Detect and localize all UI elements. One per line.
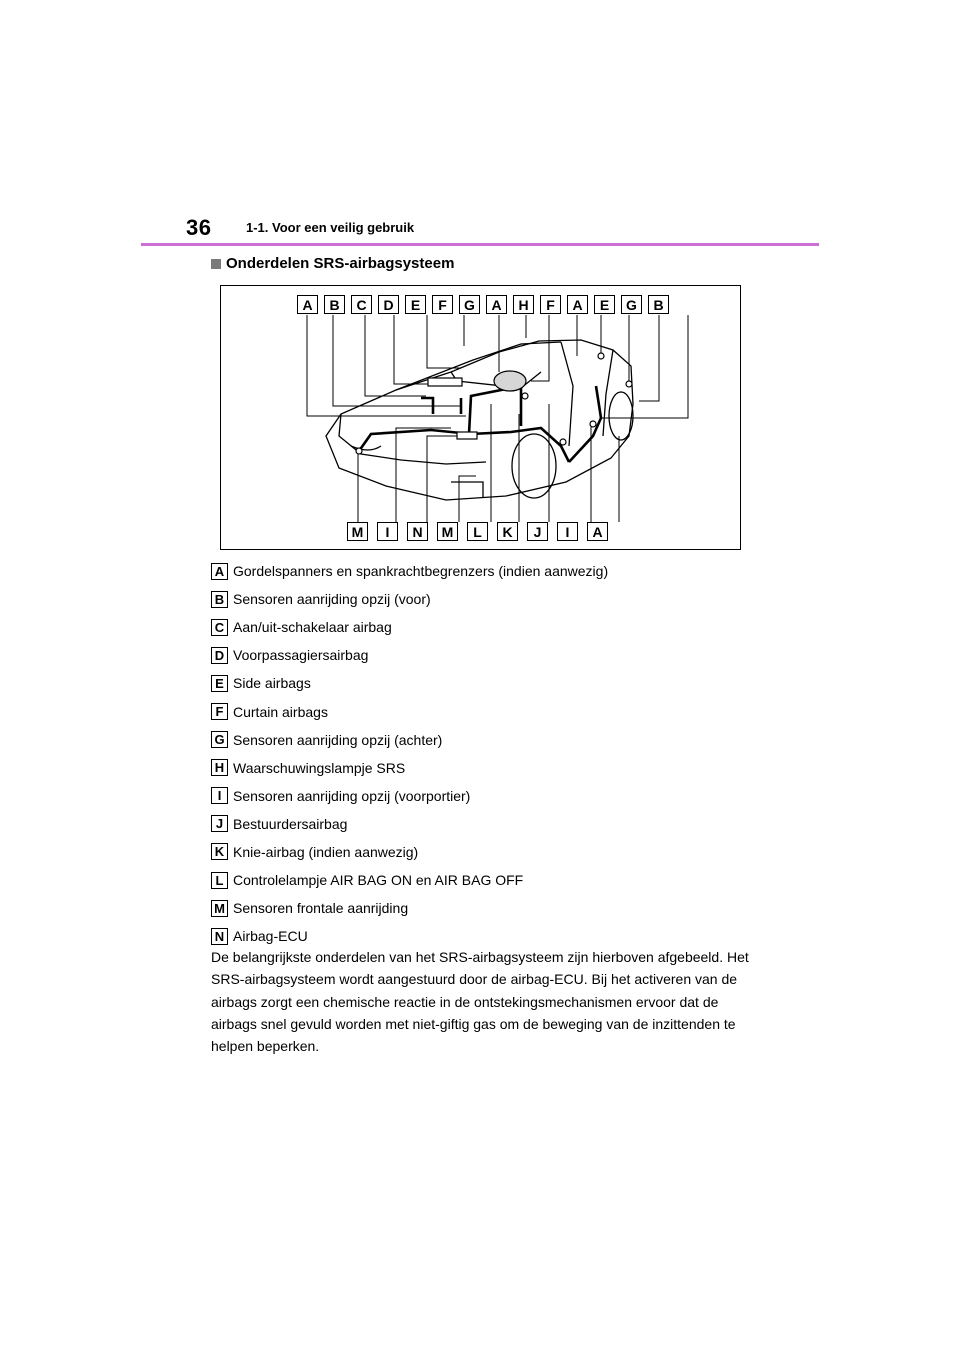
- airbag-system-diagram: [220, 285, 741, 550]
- legend-text: Side airbags: [233, 675, 311, 692]
- legend-key: D: [211, 647, 228, 664]
- legend-key: M: [211, 900, 228, 917]
- callout-label: A: [567, 295, 588, 314]
- legend-key: I: [211, 787, 228, 804]
- description-paragraph: De belangrijkste onderdelen van het SRS-airbagsysteem zijn hierboven afgebeeld. Het SRS-airbagsysteem wordt aangestuurd door de airbag-ECU. Bij het activeren van de airbags zorgt een chemische reactie in de ontstekingsmechanismen ervoor dat de airbags snel gevuld worden met niet-giftig gas om de beweging van de inzittenden te helpen beperken.: [211, 949, 749, 1055]
- legend-text: Waarschuwingslampje SRS: [233, 759, 406, 776]
- legend-text: Gordelspanners en spankrachtbegrenzers (indien aanwezig): [233, 563, 609, 580]
- callout-label: D: [378, 295, 399, 314]
- legend-key: F: [211, 703, 228, 720]
- bottom-leader-lines: [358, 404, 619, 522]
- legend-text: Aan/uit-schakelaar airbag: [233, 619, 392, 636]
- legend-text: Sensoren frontale aanrijding: [233, 900, 409, 917]
- square-bullet-icon: [211, 259, 221, 269]
- legend-key: L: [211, 872, 228, 889]
- callout-label: B: [648, 295, 669, 314]
- callout-label: M: [437, 522, 458, 541]
- callout-label: G: [621, 295, 642, 314]
- component-legend: [211, 557, 771, 950]
- top-callout-row: [297, 295, 669, 314]
- callout-label: I: [377, 522, 398, 541]
- callout-label: E: [405, 295, 426, 314]
- legend-key: E: [211, 675, 228, 692]
- legend-item: [211, 641, 771, 669]
- legend-key: K: [211, 843, 228, 860]
- legend-text: Sensoren aanrijding opzij (achter): [233, 731, 443, 748]
- callout-label: B: [324, 295, 345, 314]
- legend-item: [211, 669, 771, 697]
- legend-item: [211, 866, 771, 894]
- section-title-text: Onderdelen SRS-airbagsysteem: [226, 255, 455, 272]
- legend-item: [211, 585, 771, 613]
- legend-item: [211, 726, 771, 754]
- legend-text: Controlelampje AIR BAG ON en AIR BAG OFF: [233, 872, 524, 889]
- legend-item: [211, 557, 771, 585]
- callout-label: E: [594, 295, 615, 314]
- bottom-callout-row: [347, 522, 608, 541]
- legend-text: Airbag-ECU: [233, 928, 308, 945]
- legend-text: Knie-airbag (indien aanwezig): [233, 843, 419, 860]
- legend-key: G: [211, 731, 228, 748]
- legend-text: Sensoren aanrijding opzij (voor): [233, 591, 431, 608]
- legend-key: J: [211, 815, 228, 832]
- legend-key: B: [211, 591, 228, 608]
- callout-label: J: [527, 522, 548, 541]
- legend-text: Curtain airbags: [233, 703, 328, 720]
- legend-key: H: [211, 759, 228, 776]
- callout-label: N: [407, 522, 428, 541]
- legend-item: [211, 613, 771, 641]
- legend-item: [211, 754, 771, 782]
- legend-item: [211, 838, 771, 866]
- running-header: 1-1. Voor een veilig gebruik: [246, 220, 415, 235]
- legend-item: [211, 810, 771, 838]
- callout-label: F: [540, 295, 561, 314]
- legend-key: A: [211, 563, 228, 580]
- legend-item: [211, 697, 771, 725]
- callout-label: A: [587, 522, 608, 541]
- legend-text: Bestuurdersairbag: [233, 815, 348, 832]
- legend-text: Sensoren aanrijding opzij (voorportier): [233, 787, 471, 804]
- callout-label: H: [513, 295, 534, 314]
- callout-label: A: [486, 295, 507, 314]
- legend-key: C: [211, 619, 228, 636]
- page-number: 36: [186, 215, 212, 240]
- callout-label: M: [347, 522, 368, 541]
- callout-label: K: [497, 522, 518, 541]
- callout-label: A: [297, 295, 318, 314]
- callout-label: G: [459, 295, 480, 314]
- callout-label: F: [432, 295, 453, 314]
- legend-key: N: [211, 928, 228, 945]
- callout-label: L: [467, 522, 488, 541]
- legend-text: Voorpassagiersairbag: [233, 647, 369, 664]
- car-illustration: [221, 286, 740, 549]
- callout-label: I: [557, 522, 578, 541]
- legend-item: [211, 782, 771, 810]
- car-body: [326, 340, 633, 500]
- legend-item: [211, 894, 771, 922]
- callout-label: C: [351, 295, 372, 314]
- wiring-harness: [359, 386, 601, 462]
- header-rule: [141, 243, 819, 246]
- section-title: [211, 255, 454, 272]
